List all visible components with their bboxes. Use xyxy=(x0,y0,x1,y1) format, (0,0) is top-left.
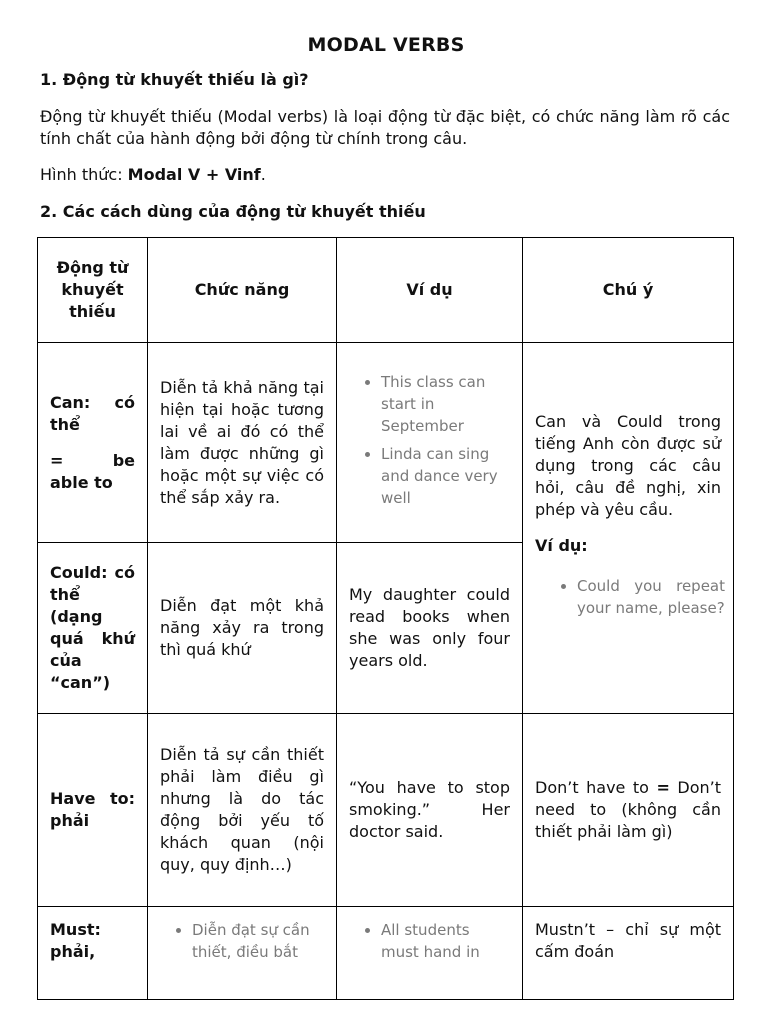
note-have-to: Don’t have to = Don’t need to (không cần thiết phải làm gì) xyxy=(523,714,734,907)
form-line xyxy=(40,164,730,186)
section1-heading: 1. Động từ khuyết thiếu là gì? xyxy=(40,70,309,89)
definition-paragraph: Động từ khuyết thiếu (Modal verbs) là loại động từ đặc biệt, có chức năng làm rõ các tính chất của hành động bởi động từ chính trong câu. xyxy=(40,107,730,148)
form-end: . xyxy=(260,165,266,184)
table-header-row xyxy=(38,238,734,343)
header-example: Ví dụ xyxy=(337,238,523,343)
verb-can: Can: có thể = be able to xyxy=(38,343,148,543)
modal-verbs-table xyxy=(37,237,734,1000)
verb-could: Could: có thể (dạng quá khứ của “can”) xyxy=(38,543,148,714)
example-can xyxy=(337,343,523,543)
section2-heading: 2. Các cách dùng của động từ khuyết thiếu xyxy=(40,202,426,221)
header-note: Chú ý xyxy=(523,238,734,343)
example-can-list xyxy=(337,371,512,509)
function-can: Diễn tả khả năng tại hiện tại hoặc tương lai về ai đó có thể làm được những gì hoặc một sự việc có thể sắp xảy ra. xyxy=(148,343,337,543)
list-item: • This class can start in September xyxy=(381,371,512,437)
note-must: Mustn’t – chỉ sự một cấm đoán xyxy=(523,907,734,1000)
list-item: • Could you repeat your name, please? xyxy=(577,575,725,619)
note-example-label: Ví dụ: xyxy=(535,536,588,555)
note-can-could xyxy=(523,343,734,714)
note-can-could-text: Can và Could trong tiếng Anh còn được sử dụng trong các câu hỏi, câu đề nghị, xin phép và yêu cầu. xyxy=(535,412,721,519)
list-item: • Linda can sing and dance very well xyxy=(381,443,512,509)
table-row-have-to xyxy=(38,714,734,907)
verb-must: Must: phải, xyxy=(38,907,148,1000)
document-title: MODAL VERBS xyxy=(307,34,465,56)
header-verb: Động từ khuyết thiếu xyxy=(38,238,148,343)
example-must-list xyxy=(337,919,512,963)
example-have-to: “You have to stop smoking.” Her doctor said. xyxy=(337,714,523,907)
note-example-list xyxy=(535,575,725,619)
header-function: Chức năng xyxy=(148,238,337,343)
form-label: Hình thức: xyxy=(40,165,128,184)
verb-have-to: Have to: phải xyxy=(38,714,148,907)
table-row-must xyxy=(38,907,734,1000)
table-row-can xyxy=(38,343,734,543)
example-must xyxy=(337,907,523,1000)
function-must xyxy=(148,907,337,1000)
form-value: Modal V + Vinf xyxy=(127,165,261,184)
list-item: • All students must hand in xyxy=(381,919,512,963)
list-item: • Diễn đạt sự cần thiết, điều bắt xyxy=(192,919,326,963)
function-must-list xyxy=(148,919,326,963)
function-have-to: Diễn tả sự cần thiết phải làm điều gì nhưng là do tác động bởi yếu tố khách quan (nội quy, quy định…) xyxy=(148,714,337,907)
function-could: Diễn đạt một khả năng xảy ra trong thì quá khứ xyxy=(148,543,337,714)
example-could: My daughter could read books when she was only four years old. xyxy=(337,543,523,714)
